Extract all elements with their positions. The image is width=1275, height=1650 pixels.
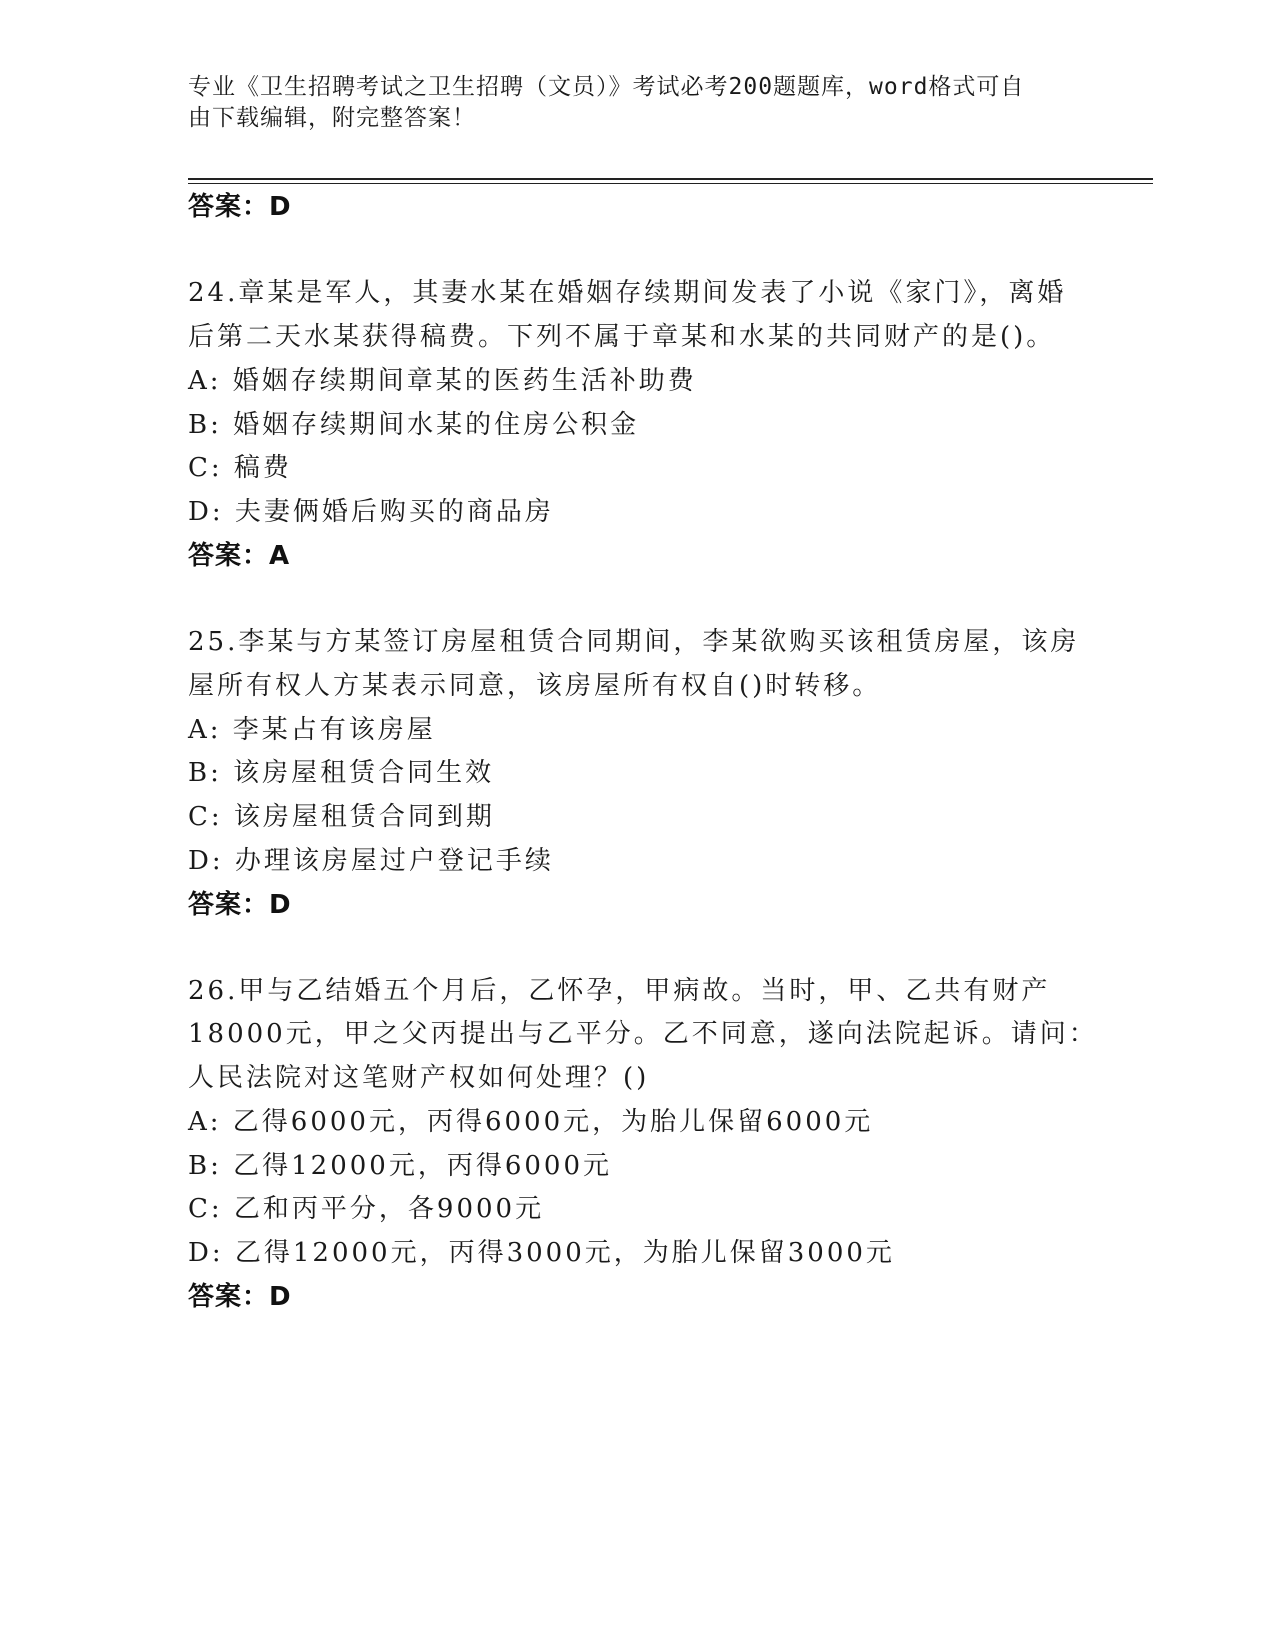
question-24-answer: 答案：A [188,541,291,571]
question-26-option-d: D: 乙得12000元，丙得3000元，为胎儿保留3000元 [188,1238,895,1268]
question-24-line-2: 后第二天水某获得稿费。下列不属于章某和水某的共同财产的是()。 [188,322,1056,352]
question-26-answer: 答案：D [188,1282,292,1312]
question-26-line-3: 人民法院对这笔财产权如何处理？() [188,1063,650,1093]
question-25-line-1: 25.李某与方某签订房屋租赁合同期间，李某欲购买该租赁房屋，该房 [188,627,1080,657]
question-24-option-c: C: 稿费 [188,453,292,483]
question-26-option-b: B: 乙得12000元，丙得6000元 [188,1151,613,1181]
question-25-option-c: C: 该房屋租赁合同到期 [188,802,495,832]
question-26-line-2: 18000元，甲之父丙提出与乙平分。乙不同意，遂向法院起诉。请问： [188,1019,1098,1049]
question-26-line-1: 26.甲与乙结婚五个月后，乙怀孕，甲病故。当时，甲、乙共有财产 [188,976,1051,1006]
document-header [188,72,1068,134]
header-divider-thin [188,183,1153,184]
question-26-option-a: A: 乙得6000元，丙得6000元，为胎儿保留6000元 [188,1107,874,1137]
header-divider-thick [188,178,1153,180]
previous-answer: 答案：D [188,192,292,222]
header-line-2: 由下载编辑，附完整答案！ [188,105,476,131]
question-25-answer: 答案：D [188,890,292,920]
header-line-1: 专业《卫生招聘考试之卫生招聘（文员）》考试必考200题题库，word格式可自 [188,74,1025,100]
question-24-option-d: D: 夫妻俩婚后购买的商品房 [188,497,554,527]
question-25-line-2: 屋所有权人方某表示同意，该房屋所有权自()时转移。 [188,671,882,701]
question-24-option-a: A: 婚姻存续期间章某的医药生活补助费 [188,366,697,396]
question-25-option-a: A: 李某占有该房屋 [188,715,436,745]
question-24-option-b: B: 婚姻存续期间水某的住房公积金 [188,410,640,440]
question-24-line-1: 24.章某是军人，其妻水某在婚姻存续期间发表了小说《家门》，离婚 [188,278,1067,308]
question-25-option-d: D: 办理该房屋过户登记手续 [188,846,554,876]
question-26-option-c: C: 乙和丙平分，各9000元 [188,1194,545,1224]
question-25-option-b: B: 该房屋租赁合同生效 [188,758,495,788]
